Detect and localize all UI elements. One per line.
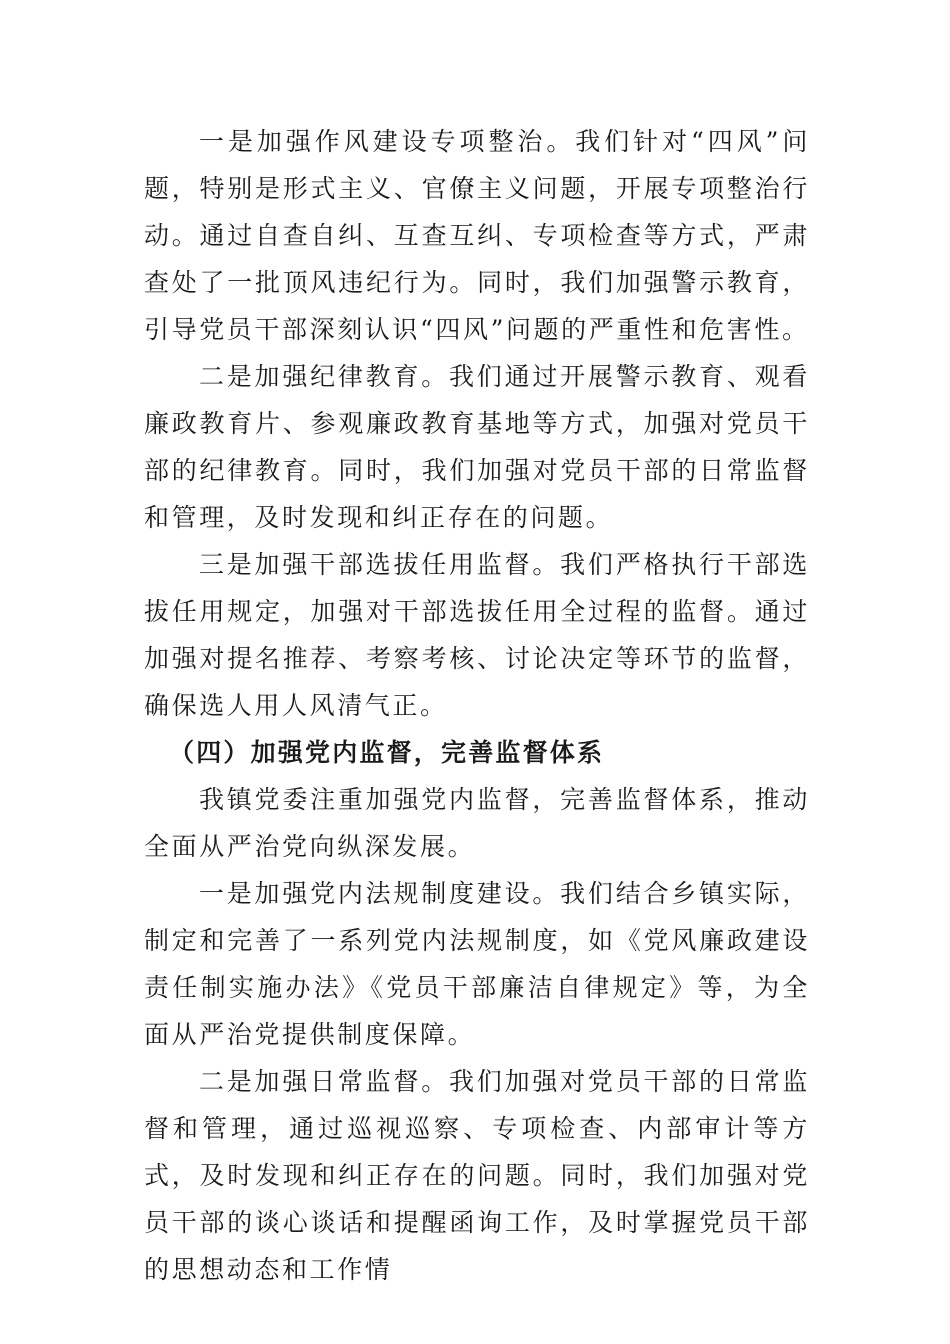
paragraph-regulation-building: 一是加强党内法规制度建设。我们结合乡镇实际，制定和完善了一系列党内法规制度，如《党风廉政建设责任制实施办法》《党员干部廉洁自律规定》等，为全面从严治党提供制度保障。 — [144, 879, 810, 1049]
paragraph-section-intro: 我镇党委注重加强党内监督，完善监督体系，推动全面从严治党向纵深发展。 — [144, 785, 810, 861]
document-body — [144, 118, 810, 1293]
paragraph-discipline-education: 二是加强纪律教育。我们通过开展警示教育、观看廉政教育片、参观廉政教育基地等方式，加强对党员干部的纪律教育。同时，我们加强对党员干部的日常监督和管理，及时发现和纠正存在的问题。 — [144, 362, 810, 532]
section-heading: （四）加强党内监督，完善监督体系 — [169, 738, 605, 767]
paragraph-work-style-rectification: 一是加强作风建设专项整治。我们针对“四风”问题，特别是形式主义、官僚主义问题，开展专项整治行动。通过自查自纠、互查互纠、专项检查等方式，严肃查处了一批顶风违纪行为。同时，我们加强警示教育，引导党员干部深刻认识“四风”问题的严重性和危害性。 — [144, 127, 810, 344]
paragraph-daily-supervision: 二是加强日常监督。我们加强对党员干部的日常监督和管理，通过巡视巡察、专项检查、内部审计等方式，及时发现和纠正存在的问题。同时，我们加强对党员干部的谈心谈话和提醒函询工作，及时掌握党员干部的思想动态和工作情 — [144, 1067, 810, 1284]
paragraph-cadre-selection-supervision: 三是加强干部选拔任用监督。我们严格执行干部选拔任用规定，加强对干部选拔任用全过程的监督。通过加强对提名推荐、考察考核、讨论决定等环节的监督，确保选人用人风清气正。 — [144, 550, 810, 720]
